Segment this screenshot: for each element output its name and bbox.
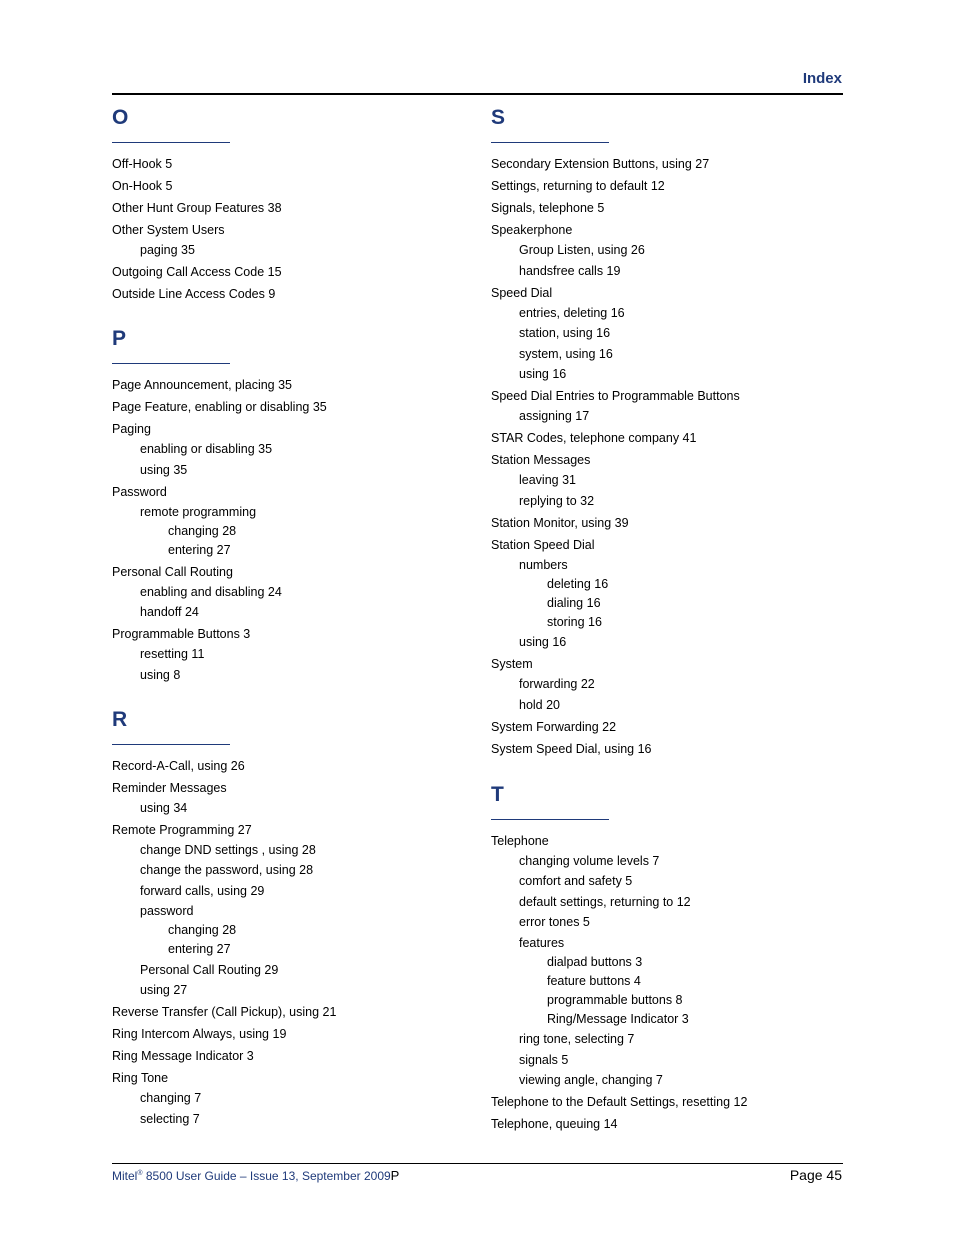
index-entry: System Speed Dial, using 16 [491,741,652,756]
section-rule [112,744,230,745]
index-subentry: resetting 11 [140,647,205,661]
index-subentry: entries, deleting 16 [519,305,625,320]
index-entry: Other System Users [112,223,225,237]
index-entry: Settings, returning to default 12 [491,179,665,193]
index-subsubentry: dialing 16 [547,595,601,610]
index-entry: Secondary Extension Buttons, using 27 [491,157,710,171]
index-subsubentry: dialpad buttons 3 [547,954,643,969]
footer-brand: Mitel [112,1169,138,1183]
index-entry: On-Hook 5 [112,179,173,193]
index-subentry: remote programming [140,504,257,519]
footer-guide-rest: 8500 User Guide – Issue 13, September 2009 [142,1169,391,1183]
index-subentry: using 35 [140,462,188,477]
section-letter: T [491,782,504,806]
index-section-t [491,781,831,1133]
index-subentry: handoff 24 [140,605,199,619]
index-subentry: signals 5 [519,1052,569,1067]
index-section-o [112,104,452,325]
index-subsubentry: programmable buttons 8 [547,992,683,1007]
index-entry: System [491,657,533,671]
section-entries [112,759,452,1127]
index-entry: Record-A-Call, using 26 [112,758,245,773]
index-entry: Password [112,484,167,499]
index-entry: Reminder Messages [112,780,227,795]
index-subentry: error tones 5 [519,915,590,929]
index-entry: Paging [112,422,151,436]
index-header-title: Index [802,70,842,87]
section-rule [491,142,609,143]
index-subentry: comfort and safety 5 [519,874,633,888]
footer-rule [112,1163,843,1164]
index-subentry: changing volume levels 7 [519,853,660,868]
index-subentry: using 27 [140,983,188,997]
index-subentry: selecting 7 [140,1111,200,1126]
index-entry: Station Speed Dial [491,537,595,552]
index-section-s [491,104,831,781]
index-section-r [112,706,452,1127]
index-subentry: leaving 31 [519,473,576,487]
index-entry: STAR Codes, telephone company 41 [491,431,697,445]
index-subentry: Personal Call Routing 29 [140,962,279,977]
index-subentry: change DND settings , using 28 [140,842,316,857]
header-rule [112,93,843,95]
index-entry: Page Feature, enabling or disabling 35 [112,400,327,414]
section-letter: O [112,106,129,129]
index-subentry: paging 35 [140,243,195,257]
index-entry: Speed Dial [491,285,553,300]
index-subentry: assigning 17 [519,409,590,423]
section-letter: P [112,327,127,350]
index-subsubentry: changing 28 [168,923,237,937]
index-entry: Telephone [491,833,549,848]
index-subentry: system, using 16 [519,346,613,361]
index-subentry: password [140,904,194,918]
index-entry: Telephone, queuing 14 [491,1117,618,1131]
section-rule [112,142,230,143]
index-subentry: default settings, returning to 12 [519,894,691,909]
index-column-right [491,104,831,1132]
index-subentry: enabling and disabling 24 [140,584,282,599]
index-subsubentry: entering 27 [168,542,231,557]
index-section-p [112,325,452,706]
footer-reg-mark: ® [137,1170,143,1177]
index-subentry: using 16 [519,367,567,381]
index-subentry: features [519,935,565,950]
index-subentry: station, using 16 [519,326,611,340]
index-entry: System Forwarding 22 [491,719,617,734]
index-entry: Signals, telephone 5 [491,201,605,215]
index-entry: Telephone to the Default Settings, resetting 12 [491,1095,748,1109]
index-subsubentry: storing 16 [547,614,602,629]
index-subentry: hold 20 [519,697,561,712]
index-entry: Programmable Buttons 3 [112,627,251,641]
index-entry: Ring Intercom Always, using 19 [112,1027,287,1041]
section-rule [491,819,609,820]
index-subsubentry: changing 28 [168,523,237,538]
index-column-left [112,104,452,1127]
index-subentry: Group Listen, using 26 [519,243,645,257]
index-subentry: ring tone, selecting 7 [519,1032,635,1046]
index-entry: Station Monitor, using 39 [491,515,629,530]
index-subentry: change the password, using 28 [140,863,314,877]
index-entry: Outside Line Access Codes 9 [112,287,276,301]
index-subentry: enabling or disabling 35 [140,442,273,456]
section-entries [491,157,831,757]
index-subsubentry: Ring/Message Indicator 3 [547,1011,689,1026]
index-subsubentry: deleting 16 [547,576,609,591]
section-entries [491,834,831,1133]
index-subentry: using 8 [140,667,181,682]
section-letter: R [112,707,128,731]
index-subentry: numbers [519,557,568,572]
index-subentry: forwarding 22 [519,677,595,691]
section-letter: S [491,106,506,129]
index-entry: Outgoing Call Access Code 15 [112,265,282,279]
index-subsubentry: feature buttons 4 [547,973,641,988]
index-entry: Speakerphone [491,223,573,237]
footer-page-number: Page 45 [789,1167,842,1183]
index-subentry: forward calls, using 29 [140,883,265,898]
section-entries [112,157,452,302]
index-entry: Ring Message Indicator 3 [112,1049,254,1063]
index-subentry: viewing angle, changing 7 [519,1073,663,1087]
index-subentry: using 34 [140,800,188,815]
index-subentry: changing 7 [140,1091,202,1105]
index-entry: Reverse Transfer (Call Pickup), using 21 [112,1005,337,1019]
index-subentry: replying to 32 [519,493,595,508]
index-entry: Speed Dial Entries to Programmable Buttons [491,389,740,403]
index-subentry: using 16 [519,635,567,649]
index-subsubentry: entering 27 [168,942,231,956]
index-entry: Station Messages [491,453,591,467]
index-entry: Off-Hook 5 [112,157,173,171]
footer-tail: P [390,1168,400,1183]
index-entry: Remote Programming 27 [112,822,252,837]
index-entry: Ring Tone [112,1071,169,1085]
index-entry: Other Hunt Group Features 38 [112,201,282,215]
section-rule [112,363,230,364]
index-subentry: handsfree calls 19 [519,263,621,278]
section-entries [112,378,452,683]
footer-guide-title [112,1168,399,1183]
index-entry: Page Announcement, placing 35 [112,378,292,392]
index-entry: Personal Call Routing [112,564,233,579]
